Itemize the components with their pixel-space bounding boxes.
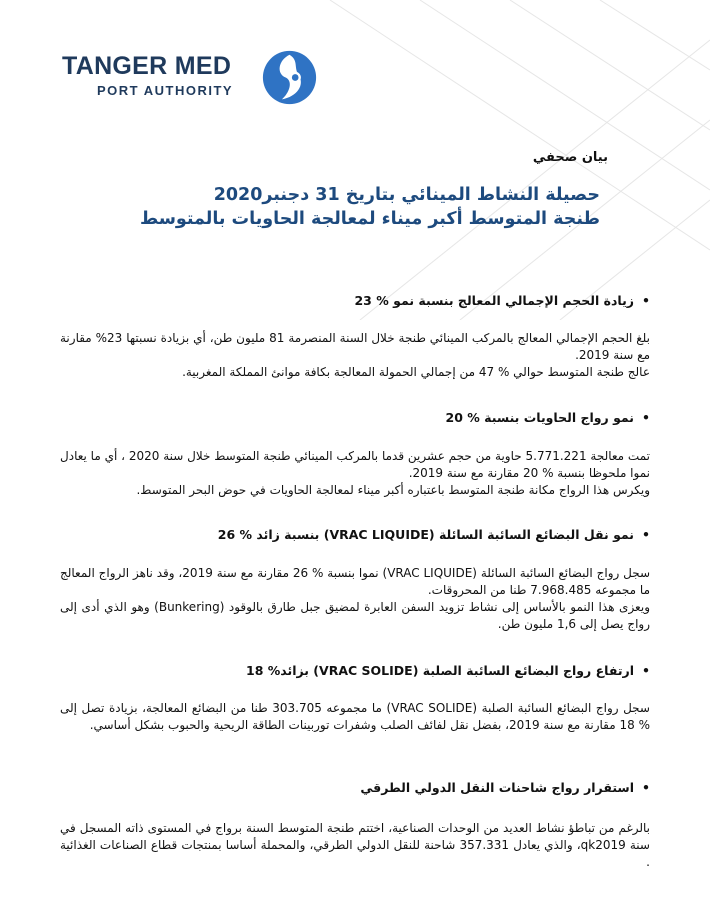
logo-title: TANGER MED — [62, 52, 232, 80]
section-paragraphs — [60, 330, 650, 381]
section-heading-text: ارتفاع رواج البضائع السائبة الصلبة (VRAC SOLIDE) بزائد% 18 — [246, 663, 634, 678]
section-heading — [50, 410, 650, 425]
section-paragraphs — [60, 448, 650, 499]
paragraph: بالرغم من تباطؤ نشاط العديد من الوحدات الصناعية، اختتم طنجة المتوسط السنة برواج في المستوى ذاته المسجل في سنة qk2019، والذي يعادل 357.331 شاحنة للنقل الدولي الطرقي، والمحملة أساسا بمنتجات قطاع الصناعات الغذائية . — [60, 821, 650, 869]
paragraph: سجل رواج البضائع السائبة السائلة (VRAC LIQUIDE) نموا بنسبة % 26 مقارنة مع سنة 2019، وقد ناهز الرواج المعالج ما مجموعه 7.968.485 طنا من المحروقات. — [60, 566, 651, 597]
section-heading — [50, 527, 650, 542]
paragraph: تمت معالجة 5.771.221 حاوية من حجم عشرين قدما بالمركب المينائي طنجة المتوسط خلال سنة 2020 ، أي ما يعادل نموا ملحوظا بنسبة % 20 مقارنة مع سنة 2019. — [60, 449, 650, 480]
section-paragraphs — [60, 820, 650, 871]
section-heading-text: نمو رواج الحاويات بنسبة % 20 — [445, 410, 634, 425]
section-heading — [50, 293, 650, 308]
paragraph: عالج طنجة المتوسط حوالي % 47 من إجمالي الحمولة المعالجة بكافة موانئ المملكة المغربية. — [182, 365, 650, 379]
globe-logo-icon — [261, 49, 318, 106]
bullet-icon: • — [642, 527, 650, 542]
press-release-label: بيان صحفي — [532, 150, 608, 165]
section-paragraphs — [60, 565, 650, 633]
bullet-icon: • — [642, 410, 650, 425]
tanger-med-logo — [62, 46, 342, 106]
section-heading-text: نمو نقل البضائع السائبة السائلة (VRAC LIQUIDE) بنسبة زائد % 26 — [217, 527, 634, 542]
paragraph: ويعزى هذا النمو بالأساس إلى نشاط تزويد السفن العابرة لمضيق جبل طارق بالوقود (Bunkering) وهو الذي أدى إلى رواج يصل إلى 1,6 مليون طن. — [60, 600, 650, 631]
document-title-line1: حصيلة النشاط المينائي بتاريخ 31 دجنبر2020 — [213, 185, 600, 205]
paragraph: سجل رواج البضائع السائبة الصلبة (VRAC SOLIDE) ما مجموعه 303.705 طنا من البضائع المعالجة، بزيادة تصل إلى % 18 مقارنة مع سنة 2019، بفضل نقل لفائف الصلب وشفرات توربينات الطاقة الريحية والحبوب بشكل أساسي. — [60, 701, 650, 732]
bullet-icon: • — [642, 663, 650, 678]
section-heading-text: زيادة الحجم الإجمالي المعالج بنسبة نمو % 23 — [354, 293, 634, 308]
paragraph: ويكرس هذا الرواج مكانة طنجة المتوسط باعتباره أكبر ميناء لمعالجة الحاويات في حوض البحر المتوسط. — [136, 483, 650, 497]
section-heading-text: استقرار رواج شاحنات النقل الدولي الطرقي — [360, 780, 634, 795]
logo-subtitle: PORT AUTHORITY — [97, 83, 234, 98]
section-paragraphs — [60, 700, 650, 734]
section-heading — [50, 780, 650, 795]
bullet-icon: • — [642, 293, 650, 308]
bullet-icon: • — [642, 780, 650, 795]
section-heading — [50, 663, 650, 678]
document-title-line2: طنجة المتوسط أكبر ميناء لمعالجة الحاويات بالمتوسط — [139, 209, 600, 229]
paragraph: بلغ الحجم الإجمالي المعالج بالمركب المينائي طنجة خلال السنة المنصرمة 81 مليون طن، أي بزيادة نسبتها 23% مقارنة مع سنة 2019. — [60, 331, 650, 362]
